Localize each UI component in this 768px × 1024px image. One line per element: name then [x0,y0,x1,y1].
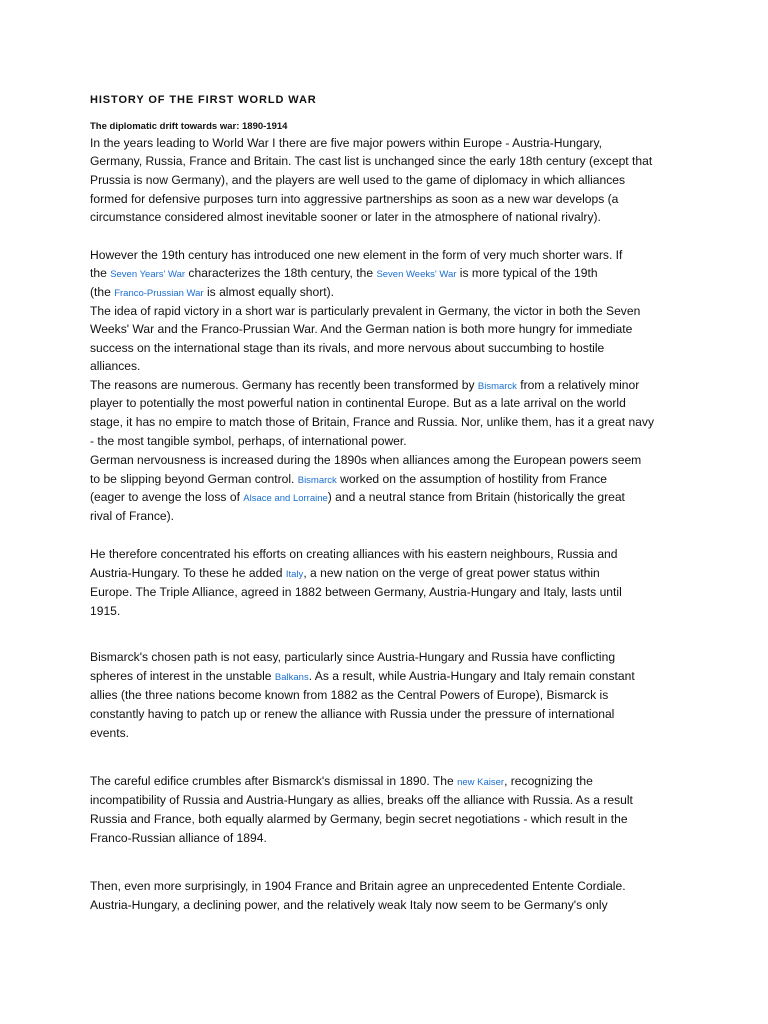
hyperlink[interactable]: Bismarck [477,381,517,392]
text-line [90,648,615,666]
text-line [90,134,602,152]
text-segment: to be slipping beyond German control. [90,472,298,486]
hyperlink[interactable]: Alsace and Lorraine [243,493,328,504]
text-line [90,470,607,490]
text-segment: incompatibility of Russia and Austria-Hungary as allies, breaks off the alliance with Russia. As a result [90,793,633,807]
text-segment: Russia and France, both equally alarmed by Germany, begin secret negotiations - which result in the [90,812,628,826]
text-line [90,877,626,895]
document-title: HISTORY OF THE FIRST WORLD WAR [90,94,317,106]
text-segment: alliances. [90,359,141,373]
text-segment: Prussia is now Germany), and the players are well used to the game of diplomacy in which alliances [90,173,626,187]
text-segment: Austria-Hungary, a declining power, and the relatively weak Italy now seem to be Germany's only [90,898,608,912]
text-segment: is almost equally short). [203,285,335,299]
hyperlink[interactable]: new Kaiser [457,777,505,788]
text-segment: The reasons are numerous. Germany has recently been transformed by [90,378,478,392]
text-line [90,507,174,525]
text-line [90,283,334,303]
text-segment: Weeks' War and the Franco-Prussian War. And the German nation is both more hungry for immediate [90,322,633,336]
text-segment: characterizes the 18th century, the [185,266,377,280]
text-segment: . As a result, while Austria-Hungary and Italy remain constant [308,669,635,683]
text-segment: events. [90,726,129,740]
text-segment: German nervousness is increased during the 1890s when alliances among the European powers seem [90,453,642,467]
text-line [90,208,601,226]
text-line [90,152,652,170]
text-line [90,339,604,357]
text-line [90,320,632,338]
text-segment: In the years leading to World War I there are five major powers within Europe - Austria-Hungary, [90,136,602,150]
text-segment: 1915. [90,604,121,618]
hyperlink[interactable]: Bismarck [297,475,337,486]
text-segment: formed for defensive purposes turn into aggressive partnerships as soon as a new war develops (a [90,192,619,206]
text-segment: allies (the three nations become known from 1882 as the Central Powers of Europe), Bismarck is [90,688,609,702]
text-segment: , recognizing the [504,774,593,788]
text-segment: Then, even more surprisingly, in 1904 France and Britain agree an unprecedented Entente Cordiale. [90,879,626,893]
hyperlink[interactable]: Balkans [274,672,309,683]
hyperlink[interactable]: Franco-Prussian War [114,288,204,299]
text-line [90,705,614,723]
text-segment: Europe. The Triple Alliance, agreed in 1882 between Germany, Austria-Hungary and Italy, lasts until [90,585,622,599]
text-line [90,264,598,284]
text-line [90,564,600,584]
text-line [90,829,267,847]
text-segment: Austria-Hungary. To these he added [90,566,286,580]
text-segment: circumstance considered almost inevitable sooner or later in the atmosphere of national rivalry). [90,210,601,224]
text-line [90,602,120,620]
text-line [90,394,626,412]
text-line [90,545,618,563]
text-line [90,724,129,742]
text-segment: stage, it has no empire to match those of Britain, France and Russia. Nor, unlike them, has it a great navy [90,415,654,429]
text-segment: (eager to avenge the loss of [90,490,244,504]
text-segment: from a relatively minor [516,378,640,392]
text-line [90,432,407,450]
text-line [90,810,628,828]
text-segment: Bismarck's chosen path is not easy, particularly since Austria-Hungary and Russia have conflicting [90,650,616,664]
text-line [90,488,625,508]
text-segment: The careful edifice crumbles after Bismarck's dismissal in 1890. The [90,774,458,788]
text-line [90,583,622,601]
text-segment: player to potentially the most powerful nation in continental Europe. But as a late arrival on the world [90,396,626,410]
text-segment: is more typical of the 19th [456,266,598,280]
text-segment: - the most tangible symbol, perhaps, of international power. [90,434,407,448]
text-line [90,190,618,208]
text-line [90,791,633,809]
text-segment: Franco-Russian alliance of 1894. [90,831,267,845]
document-subtitle: The diplomatic drift towards war: 1890-1914 [90,121,288,132]
text-line [90,896,608,914]
text-segment: However the 19th century has introduced one new element in the form of very much shorter wars. If [90,248,623,262]
text-segment: He therefore concentrated his efforts on creating alliances with his eastern neighbours, Russia and [90,547,618,561]
text-line [90,667,635,687]
text-line [90,376,639,396]
text-segment: success on the international stage than its rivals, and more nervous about succumbing to hostile [90,341,605,355]
text-segment: constantly having to patch up or renew the alliance with Russia under the pressure of international [90,707,615,721]
text-segment: worked on the assumption of hostility from France [336,472,608,486]
text-segment: (the [90,285,115,299]
text-line [90,357,140,375]
text-segment: ) and a neutral stance from Britain (historically the great [327,490,625,504]
text-segment: The idea of rapid victory in a short war is particularly prevalent in Germany, the victor in both the Seven [90,304,641,318]
text-segment: rival of France). [90,509,175,523]
text-segment: , a new nation on the verge of great power status within [303,566,600,580]
text-line [90,246,622,264]
text-line [90,772,593,792]
text-line [90,451,641,469]
text-segment: the [90,266,111,280]
text-line [90,686,608,704]
text-line [90,413,654,431]
hyperlink[interactable]: Italy [285,569,304,580]
text-line [90,171,625,189]
text-segment: Germany, Russia, France and Britain. The cast list is unchanged since the early 18th century (except that [90,154,653,168]
hyperlink[interactable]: Seven Weeks' War [376,269,457,280]
text-line [90,302,640,320]
text-segment: spheres of interest in the unstable [90,669,275,683]
hyperlink[interactable]: Seven Years' War [110,269,186,280]
